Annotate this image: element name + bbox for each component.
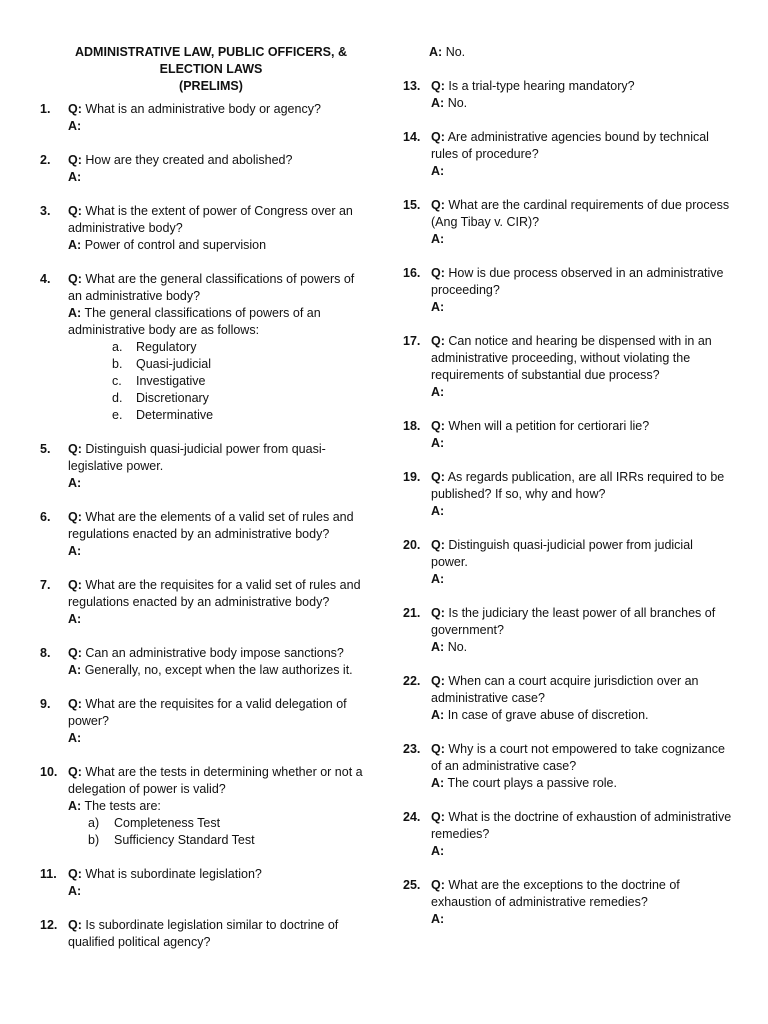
right-question-list: [403, 78, 733, 928]
question-number: 7.: [40, 578, 51, 592]
document-title: [40, 44, 370, 95]
question-label: Q:: [68, 697, 82, 711]
answer-line: [431, 95, 733, 112]
question-item: [403, 469, 733, 520]
answer-label: A:: [68, 884, 82, 898]
answer-label: A:: [431, 572, 445, 586]
list-marker: a): [88, 816, 100, 830]
question-number: 13.: [403, 79, 421, 93]
question-text: When can a court acquire jurisdiction over an administrative case?: [431, 674, 699, 705]
question-item: [40, 203, 370, 254]
question-text: What is an administrative body or agency?: [85, 102, 321, 116]
answer-list-item: [88, 832, 370, 849]
list-marker: c.: [112, 374, 122, 388]
answer-line: [431, 163, 733, 180]
list-marker: b.: [112, 357, 123, 371]
question-item: [403, 333, 733, 401]
question-text: What are the requisites for a valid delegation of power?: [68, 697, 347, 728]
question-item: [40, 152, 370, 186]
question-line: [431, 197, 733, 231]
answer-label: A:: [431, 776, 445, 790]
answer-text: The court plays a passive role.: [447, 776, 617, 790]
question-label: Q:: [431, 79, 445, 93]
list-item-text: Regulatory: [136, 340, 197, 354]
answer-label: A:: [68, 663, 82, 677]
answer-line: [431, 639, 733, 656]
question-item: [403, 129, 733, 180]
question-label: Q:: [431, 810, 445, 824]
question-text: What is the doctrine of exhaustion of administrative remedies?: [431, 810, 732, 841]
answer-line: [431, 384, 733, 401]
answer-list: [68, 815, 370, 849]
title-line-1: ADMINISTRATIVE LAW, PUBLIC OFFICERS, &: [75, 45, 347, 59]
list-item-text: Determinative: [136, 408, 214, 422]
question-label: Q:: [431, 674, 445, 688]
question-number: 2.: [40, 153, 51, 167]
question-item: [40, 696, 370, 747]
question-number: 16.: [403, 266, 421, 280]
question-number: 25.: [403, 878, 421, 892]
question-label: Q:: [431, 606, 445, 620]
question-text: Distinguish quasi-judicial power from quasi-legislative power.: [68, 442, 326, 473]
answer-line: [68, 662, 370, 679]
question-line: [431, 333, 733, 384]
question-line: [68, 101, 370, 118]
question-item: [40, 101, 370, 135]
answer-label: A:: [431, 436, 445, 450]
answer-label: A:: [431, 96, 445, 110]
answer-label: A:: [429, 45, 443, 59]
list-marker: b): [88, 833, 100, 847]
question-text: Distinguish quasi-judicial power from judicial power.: [431, 538, 693, 569]
question-number: 21.: [403, 606, 421, 620]
answer-label: A:: [68, 238, 82, 252]
question-text: Can notice and hearing be dispensed with in an administrative proceeding, without violating the requirements of substantial due process?: [431, 334, 712, 382]
answer-line: [431, 707, 733, 724]
question-text: What are the general classifications of powers of an administrative body?: [68, 272, 355, 303]
question-text: Is the judiciary the least power of all branches of government?: [431, 606, 716, 637]
question-line: [431, 78, 733, 95]
question-line: [431, 129, 733, 163]
answer-label: A:: [68, 476, 82, 490]
answer-text: The general classifications of powers of an administrative body are as follows:: [68, 306, 321, 337]
question-item: [403, 197, 733, 248]
question-text: Is subordinate legislation similar to doctrine of qualified political agency?: [68, 918, 339, 949]
answer-label: A:: [431, 164, 445, 178]
question-line: [431, 809, 733, 843]
answer-label: A:: [431, 708, 445, 722]
question-line: [68, 696, 370, 730]
question-line: [68, 645, 370, 662]
left-column: [40, 44, 370, 968]
question-number: 9.: [40, 697, 51, 711]
question-line: [68, 271, 370, 305]
question-label: Q:: [68, 646, 82, 660]
question-line: [68, 441, 370, 475]
answer-line: [431, 911, 733, 928]
answer-line: [431, 503, 733, 520]
question-line: [68, 866, 370, 883]
question-text: Why is a court not empowered to take cognizance of an administrative case?: [431, 742, 725, 773]
answer-line: [68, 883, 370, 900]
question-label: Q:: [431, 419, 445, 433]
question-line: [68, 509, 370, 543]
question-label: Q:: [68, 578, 82, 592]
answer-list-item: [112, 339, 370, 356]
answer-label: A:: [431, 640, 445, 654]
question-label: Q:: [68, 918, 82, 932]
question-text: What are the cardinal requirements of due process (Ang Tibay v. CIR)?: [431, 198, 730, 229]
question-text: What are the elements of a valid set of rules and regulations enacted by an administrative body?: [68, 510, 354, 541]
question-label: Q:: [431, 878, 445, 892]
question-item: [403, 265, 733, 316]
question-number: 22.: [403, 674, 421, 688]
question-label: Q:: [431, 130, 445, 144]
answer-list-item: [112, 356, 370, 373]
question-label: Q:: [68, 510, 82, 524]
question-item: [40, 509, 370, 560]
question-label: Q:: [68, 204, 82, 218]
answer-label: A:: [431, 232, 445, 246]
question-text: What are the exceptions to the doctrine of exhaustion of administrative remedies?: [431, 878, 680, 909]
answer-line: [431, 843, 733, 860]
question-text: Is a trial-type hearing mandatory?: [448, 79, 635, 93]
question-text: When will a petition for certiorari lie?: [448, 419, 650, 433]
answer-line: [68, 305, 370, 339]
answer-text: No.: [447, 96, 468, 110]
answer-label: A:: [431, 912, 445, 926]
question-item: [403, 418, 733, 452]
question-line: [431, 741, 733, 775]
question-label: Q:: [431, 334, 445, 348]
answer-line: [68, 730, 370, 747]
right-column: [403, 44, 733, 945]
answer-label: A:: [431, 844, 445, 858]
question-number: 14.: [403, 130, 421, 144]
question-item: [40, 764, 370, 849]
question-text: Can an administrative body impose sanctions?: [85, 646, 344, 660]
question-number: 3.: [40, 204, 51, 218]
answer-list-item: [112, 390, 370, 407]
answer-text: The tests are:: [84, 799, 161, 813]
answer-label: A:: [68, 306, 82, 320]
question-number: 11.: [40, 867, 57, 881]
question-label: Q:: [431, 470, 445, 484]
question-item: [40, 917, 370, 951]
question-label: Q:: [68, 765, 82, 779]
question-label: Q:: [68, 272, 82, 286]
answer-label: A:: [431, 385, 445, 399]
question-line: [431, 537, 733, 571]
question-line: [431, 418, 733, 435]
question-number: 24.: [403, 810, 421, 824]
question-line: [68, 917, 370, 951]
answer-label: A:: [68, 612, 82, 626]
answer-list-item: [112, 373, 370, 390]
question-text: What are the requisites for a valid set of rules and regulations enacted by an administrative body?: [68, 578, 361, 609]
answer-label: A:: [68, 544, 82, 558]
answer-line: [431, 571, 733, 588]
question-item: [403, 741, 733, 792]
question-text: Are administrative agencies bound by technical rules of procedure?: [431, 130, 709, 161]
question-text: How are they created and abolished?: [85, 153, 293, 167]
question-line: [431, 469, 733, 503]
question-item: [40, 577, 370, 628]
question-label: Q:: [68, 102, 82, 116]
answer-line: [68, 169, 370, 186]
answer-list: [68, 339, 370, 424]
question-item: [40, 645, 370, 679]
question-label: Q:: [431, 742, 445, 756]
question-item: [403, 877, 733, 928]
answer-label: A:: [431, 300, 445, 314]
answer-line: [431, 299, 733, 316]
question-text: What is the extent of power of Congress over an administrative body?: [68, 204, 353, 235]
title-line-2: ELECTION LAWS: [159, 62, 263, 76]
list-item-text: Investigative: [136, 374, 206, 388]
question-line: [68, 203, 370, 237]
question-line: [68, 577, 370, 611]
question-text: How is due process observed in an administrative proceeding?: [431, 266, 724, 297]
question-item: [403, 605, 733, 656]
answer-line: [431, 775, 733, 792]
answer-text: Power of control and supervision: [84, 238, 267, 252]
question-item: [403, 673, 733, 724]
answer-line: [431, 435, 733, 452]
question-number: 18.: [403, 419, 421, 433]
answer-line: [68, 611, 370, 628]
question-label: Q:: [68, 153, 82, 167]
answer-list-item: [88, 815, 370, 832]
question-text: What are the tests in determining whether or not a delegation of power is valid?: [68, 765, 363, 796]
answer-text: Generally, no, except when the law authorizes it.: [84, 663, 353, 677]
list-marker: a.: [112, 340, 123, 354]
question-item: [40, 866, 370, 900]
answer-text: No.: [447, 640, 468, 654]
question-number: 10.: [40, 765, 58, 779]
question-label: Q:: [68, 442, 82, 456]
answer-line: [68, 798, 370, 815]
question-line: [431, 877, 733, 911]
question-number: 5.: [40, 442, 51, 456]
question-label: Q:: [431, 198, 445, 212]
question-item: [403, 809, 733, 860]
question-number: 12.: [40, 918, 58, 932]
question-text: What is subordinate legislation?: [85, 867, 262, 881]
question-line: [68, 152, 370, 169]
answer-label: A:: [68, 799, 82, 813]
answer-list-item: [112, 407, 370, 424]
question-number: 1.: [40, 102, 51, 116]
question-line: [68, 764, 370, 798]
answer-line: [68, 543, 370, 560]
title-line-3: (PRELIMS): [179, 79, 243, 93]
answer-line: [68, 475, 370, 492]
answer-label: A:: [68, 119, 82, 133]
list-item-text: Quasi-judicial: [136, 357, 212, 371]
answer-label: A:: [68, 731, 82, 745]
question-item: [40, 441, 370, 492]
answer-label: A:: [68, 170, 82, 184]
answer-text: No.: [445, 45, 466, 59]
question-number: 19.: [403, 470, 421, 484]
question-number: 20.: [403, 538, 421, 552]
question-line: [431, 673, 733, 707]
question-text: As regards publication, are all IRRs required to be published? If so, why and how?: [431, 470, 725, 501]
answer-line: [68, 118, 370, 135]
question-label: Q:: [68, 867, 82, 881]
question-item: [40, 271, 370, 424]
answer-line: [431, 231, 733, 248]
list-item-text: Sufficiency Standard Test: [114, 833, 255, 847]
question-number: 23.: [403, 742, 421, 756]
question-number: 17.: [403, 334, 421, 348]
left-question-list: [40, 101, 370, 951]
question-number: 8.: [40, 646, 51, 660]
question-item: [403, 78, 733, 112]
question-label: Q:: [431, 538, 445, 552]
question-label: Q:: [431, 266, 445, 280]
carryover-answer: [403, 44, 733, 61]
question-number: 6.: [40, 510, 51, 524]
question-number: 4.: [40, 272, 51, 286]
answer-text: In case of grave abuse of discretion.: [447, 708, 649, 722]
question-item: [403, 537, 733, 588]
list-marker: e.: [112, 408, 123, 422]
question-line: [431, 605, 733, 639]
list-marker: d.: [112, 391, 123, 405]
list-item-text: Completeness Test: [114, 816, 221, 830]
question-line: [431, 265, 733, 299]
question-number: 15.: [403, 198, 421, 212]
list-item-text: Discretionary: [136, 391, 209, 405]
answer-line: [68, 237, 370, 254]
answer-label: A:: [431, 504, 445, 518]
